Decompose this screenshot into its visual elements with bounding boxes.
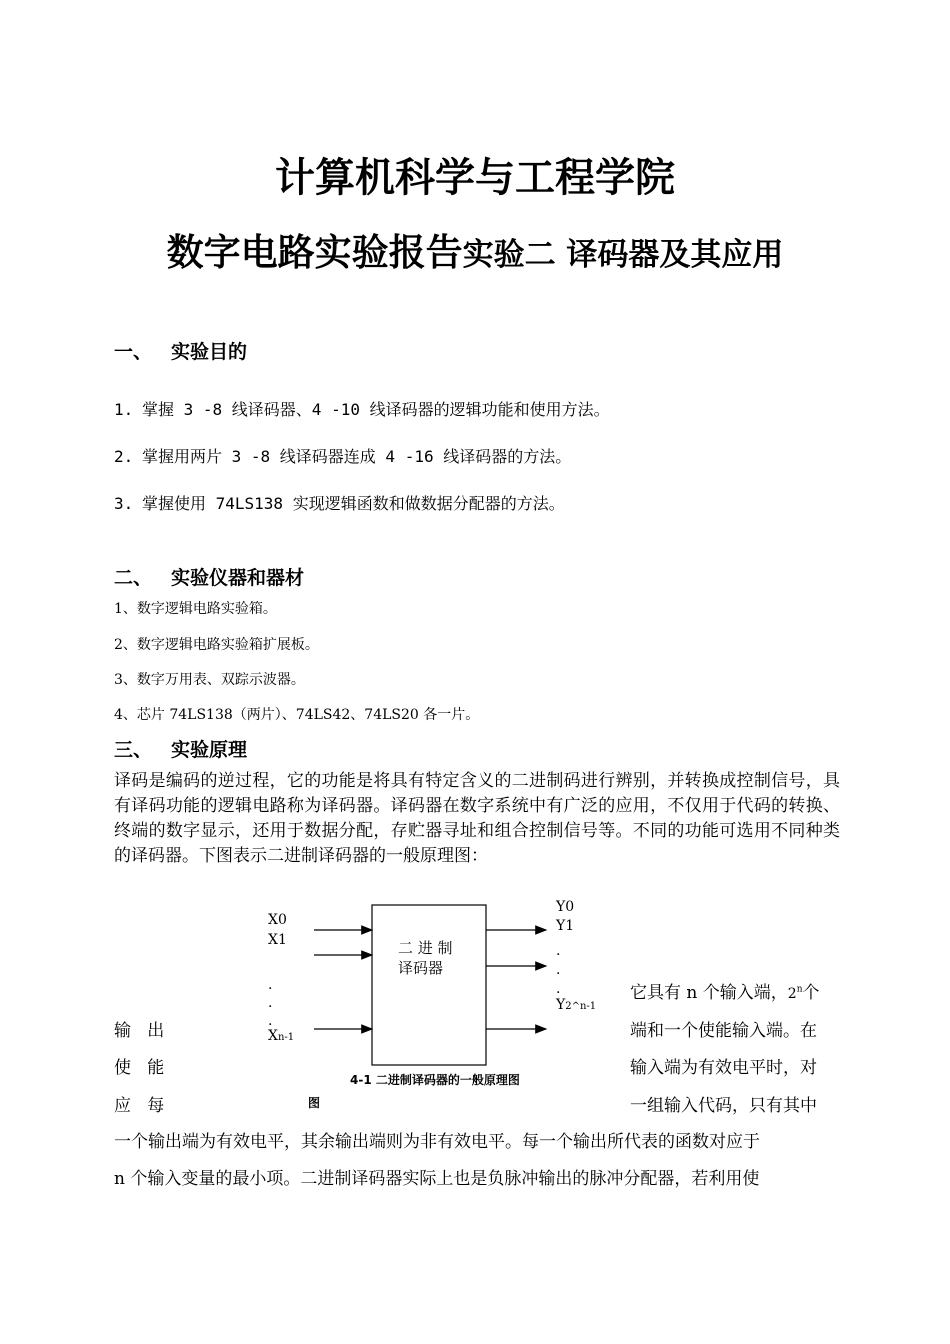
list-item: 2、数字逻辑电路实验箱扩展板。 (114, 637, 319, 653)
input-dot: . (268, 977, 273, 993)
figure-caption-suffix: 图 (308, 1096, 321, 1110)
label-main: X (268, 1028, 278, 1044)
item-text: 掌握使用 74LS138 实现逻辑函数和做数据分配器的方法。 (142, 494, 565, 513)
item-number: 3. (114, 494, 134, 513)
section-number: 一、 (114, 341, 153, 363)
side-text: 输 出 (114, 1021, 165, 1041)
section-title: 实验仪器和器材 (171, 567, 305, 589)
section-title: 实验原理 (171, 739, 248, 761)
list-item: 4、芯片 74LS138（两片）、74LS42、74LS20 各一片。 (114, 707, 480, 723)
label-main: Y (556, 997, 566, 1013)
side-text-part: 个 (802, 983, 820, 1003)
output-dot: . (556, 981, 561, 997)
section-number: 三、 (114, 739, 153, 761)
item-number: 2. (114, 447, 134, 466)
output-label-yn (556, 997, 596, 1013)
input-label-x1 (268, 932, 287, 948)
item-number: 1. (114, 400, 134, 419)
side-text: 输入端为有效电平时，对 (630, 1058, 817, 1078)
list-item: 1、数字逻辑电路实验箱。 (114, 601, 277, 617)
input-label-xn (268, 1028, 294, 1044)
decoder-label-line2: 译码器 (398, 959, 444, 977)
label-sub: 1 (565, 918, 575, 934)
side-text (630, 978, 819, 1003)
item-text: 掌握 3 -8 线译码器、4 -10 线译码器的逻辑功能和使用方法。 (142, 400, 610, 419)
input-label-x0 (268, 912, 287, 928)
label-main: X (268, 912, 278, 928)
page-title: 计算机科学与工程学院 (275, 155, 675, 201)
figure-caption: 4-1 二进制译码器的一般原理图 (350, 1073, 520, 1087)
section-title: 实验目的 (171, 341, 248, 363)
input-dot: . (268, 995, 273, 1011)
principle-paragraph: 译码是编码的逆过程，它的功能是将具有特定含义的二进制码进行辨别，并转换成控制信号，具有译码功能的逻辑电路称为译码器。译码器在数字系统中有广泛的应用，不仅用于代码的转换、终端的数字显示，还用于数据分配，存贮器寻址和组合控制信号等。不同的功能可选用不同种类的译码器。下图表示二进制译码器的一般原理图： (114, 771, 840, 866)
list-item: 3、数字万用表、双踪示波器。 (114, 672, 305, 688)
label-sub: n-1 (277, 1032, 295, 1043)
section-number: 二、 (114, 567, 153, 589)
output-label-y0: Y0 (556, 899, 575, 915)
output-dot: . (556, 962, 561, 978)
body-line: 一个输出端为有效电平，其余输出端则为非有效电平。每一个输出所代表的函数对应于 (114, 1132, 760, 1152)
decoder-box (372, 905, 486, 1065)
label-main: Y (556, 918, 566, 934)
side-text-part: 它具有 n 个输入端， (630, 983, 788, 1003)
item-text: 掌握用两片 3 -8 线译码器连成 4 -16 线译码器的方法。 (142, 447, 572, 466)
power-exponent: n (796, 984, 803, 995)
output-label-y1 (556, 918, 574, 934)
side-text: 应 每 (114, 1096, 165, 1116)
label-sub: 2^n-1 (565, 1001, 597, 1012)
report-title-sub: 实验二 译码器及其应用 (462, 237, 784, 273)
report-title-main: 数字电路实验报告 (166, 231, 463, 274)
label-main: X (268, 932, 278, 948)
label-sub: 0 (277, 912, 287, 928)
input-dot: . (268, 1013, 273, 1029)
decoder-label-line1: 二 进 制 (398, 939, 453, 957)
side-text: 端和一个使能输入端。在 (630, 1021, 817, 1041)
side-text: 使 能 (114, 1058, 165, 1078)
power-base: 2 (787, 986, 797, 1002)
output-dot: . (556, 943, 561, 959)
body-line: n 个输入变量的最小项。二进制译码器实际上也是负脉冲输出的脉冲分配器，若利用使 (114, 1169, 760, 1189)
label-sub: 1 (277, 932, 287, 948)
side-text: 一组输入代码，只有其中 (630, 1096, 817, 1116)
